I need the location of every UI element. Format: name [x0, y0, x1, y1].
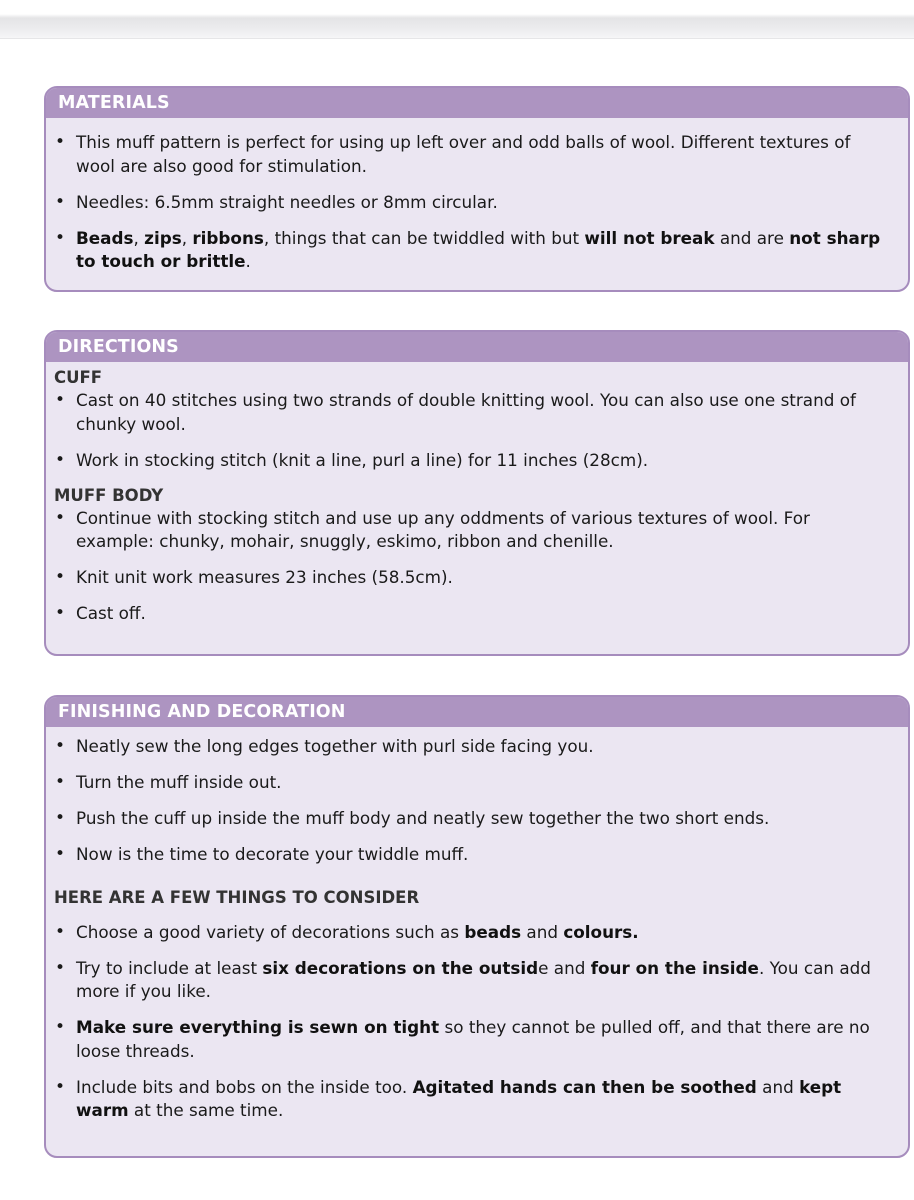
muff-body-list: [46, 507, 908, 626]
text: Choose a good variety of decorations such as: [76, 921, 465, 942]
consider-subheading: HERE ARE A FEW THINGS TO CONSIDER: [54, 887, 420, 907]
text: , things that can be twiddled with but: [263, 227, 585, 248]
list-item: [46, 1076, 908, 1123]
bold-text: will not break: [584, 227, 715, 248]
bold-text: ribbons: [192, 227, 264, 248]
text: Try to include at least: [76, 957, 263, 978]
text: and: [521, 921, 564, 942]
materials-list: [46, 118, 908, 274]
bold-text: beads: [464, 921, 522, 942]
directions-heading: DIRECTIONS: [46, 332, 908, 362]
list-item: [46, 507, 908, 554]
list-item: [46, 227, 908, 274]
text: .: [245, 251, 251, 271]
text: at the same time.: [128, 1100, 284, 1120]
list-item: [46, 735, 908, 759]
text: Neatly sew the long edges together with purl side facing you.: [76, 736, 594, 756]
bold-text: colours.: [563, 921, 639, 942]
text: . You can add more if you like.: [76, 957, 871, 1001]
bold-text: four on the inside: [590, 957, 759, 978]
list-item: [46, 843, 908, 867]
materials-heading: MATERIALS: [46, 88, 908, 118]
text: Include bits and bobs on the inside too.: [76, 1076, 413, 1097]
text: Now is the time to decorate your twiddle muff.: [76, 844, 469, 864]
bold-text: Agitated hands can then be soothed: [412, 1076, 757, 1097]
bold-text: not sharp to touch or brittle: [76, 227, 881, 271]
text: ,: [181, 227, 193, 248]
cuff-subheading: CUFF: [54, 368, 103, 387]
consider-list: [46, 921, 908, 1123]
list-item: [46, 957, 908, 1004]
list-item: [46, 807, 908, 831]
text: Push the cuff up inside the muff body and neatly sew together the two short ends.: [76, 808, 770, 828]
list-item: [46, 566, 908, 590]
list-item: [46, 921, 908, 945]
list-item: [46, 602, 908, 626]
text: and are: [714, 227, 790, 248]
list-item: [46, 131, 908, 178]
muff-body-subheading: MUFF BODY: [54, 485, 164, 505]
list-item: [46, 191, 908, 215]
bold-text: zips: [144, 227, 182, 248]
text: so they cannot be pulled off, and that there are no loose threads.: [76, 1017, 870, 1061]
text: Work in stocking stitch (knit a line, purl a line) for 11 inches (28cm).: [76, 449, 649, 470]
cuff-list: [46, 389, 908, 472]
list-item: [46, 449, 908, 473]
text: Cast on 40 stitches using two strands of double knitting wool. You can also use one strand of chunky wool.: [76, 390, 856, 434]
top-toolbar-strip: [0, 0, 914, 39]
bold-text: Make sure everything is sewn on tight: [76, 1017, 440, 1037]
directions-panel: [44, 330, 910, 656]
text: Knit unit work measures 23 inches (58.5cm).: [76, 567, 453, 587]
list-item: [46, 1016, 908, 1063]
finishing-panel: [44, 695, 910, 1158]
text: e and: [538, 957, 591, 978]
bold-text: six decorations on the outsid: [262, 957, 539, 978]
bold-text: kept warm: [76, 1076, 842, 1120]
text: and: [756, 1076, 800, 1097]
finishing-list: [46, 727, 908, 867]
bold-text: Beads: [76, 227, 134, 248]
text: Cast off.: [76, 603, 146, 623]
text: ,: [133, 227, 145, 248]
materials-panel: [44, 86, 910, 292]
list-item: [46, 771, 908, 795]
text: Turn the muff inside out.: [76, 772, 282, 792]
text: Continue with stocking stitch and use up any oddments of various textures of wool. For example: chunky, mohair, snuggly, eskimo, ribbon and chenille.: [76, 507, 810, 551]
text: This muff pattern is perfect for using up left over and odd balls of wool. Different textures of wool are also good for stimulation.: [76, 132, 851, 176]
list-item: [46, 389, 908, 436]
text: Needles: 6.5mm straight needles or 8mm circular.: [76, 191, 498, 212]
finishing-heading: FINISHING AND DECORATION: [46, 697, 908, 727]
